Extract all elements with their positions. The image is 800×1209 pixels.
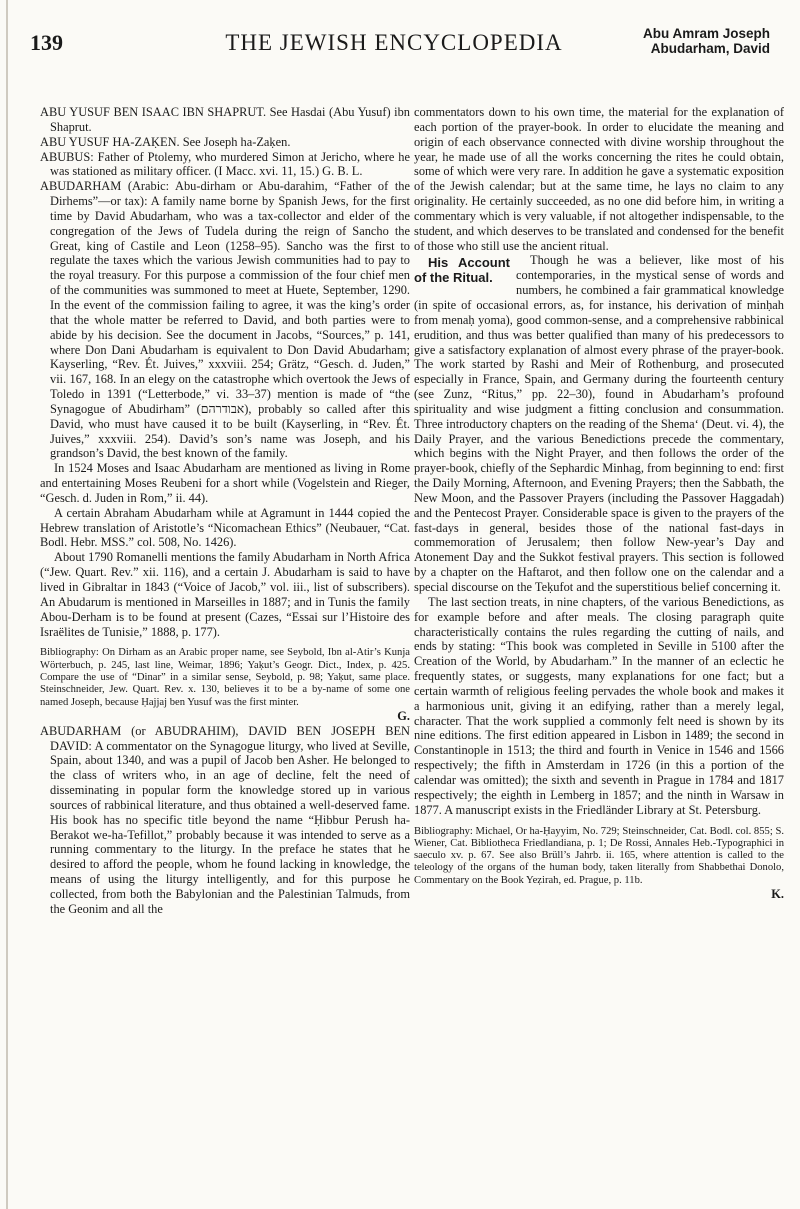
running-head-line1: Abu Amram Joseph [642, 26, 770, 41]
running-head [643, 26, 770, 56]
author-signature: G. [397, 708, 410, 723]
page-edge [6, 0, 8, 1209]
author-signature-k: K. [771, 886, 784, 901]
paragraph-romanelli: About 1790 Romanelli mentions the family Abudarham in North Africa (“Jew. Quart. Rev.” xii. 116), and a certain J. Abudarham is said to have lived in Gibraltar in 1843 (“Voice of Jacob,” vol. iii., list of subscribers). An Abudarum is mentioned in Marseilles in 1887; and in Tunis the family Abou-Derham is to be found at present (Cazes, “Essai sur l’Histoire des Israëlites de Tunisie,” 1888, p. 177). [40, 550, 410, 639]
entry-abudarham: ABUDARHAM (Arabic: Abu-dirham or Abu-darahim, “Father of the Dirhems”—or tax): A family name borne by Spanish Jews, for the first time by David Abudarham, who was a tax-collector and elder of the congregation of the Jews of Tudela during the reign of Sancho the Great, king of Castile and Leon (1258–95). Sancho was the first to regulate the taxes which the various Jewish communities had to pay to the royal treasury. For this purpose a commission of the four chief men of the communities was summoned to meet at Huete, September, 1290. In the event of the commission failing to agree, it was the king’s order that the whole matter be referred to David, and both parties were to abide by his decision. See the document in Jacobs, “Sources,” p. 141, where Don Dani Abudarham is equivalent to Don David Abudarham; Kayserling, “Rev. Ét. Juives,” xxxviii. 254; Grätz, “Gesch. d. Juden,” vii. 167, 168. In an elegy on the catastrophe which overtook the Jews of Toledo in 1391 (“Letterbode,” vi. 33–37) mention is made of “the Synagogue of Abudirham” (אבודרהם), probably so called after this David, who must have caused it to be built (Kayserling, in “Rev. Ét. Juives,” xxxviii. 254). David’s son’s name was Joseph, and his grandson’s David, the best known of the family. [40, 179, 410, 461]
paragraph-abraham: A certain Abraham Abudarham while at Agramunt in 1444 copied the Hebrew translation of Aristotle’s “Nicomachean Ethics” (Neubauer, “Cat. Bodl. Hebr. MSS.” col. 508, No. 1426). [40, 505, 410, 550]
running-head-line2: Abudarham, David [650, 41, 770, 56]
bibliography-abudarham: Bibliography: On Dirham as an Arabic proper name, see Seybold, Ibn al-Atir’s Kunja Wörterbuch, p. 245, last line, Weimar, 1896; Yaḳut’s Geogr. Dict., Index, p. 425. Compare the use of “Dinar” in a similar sense, Seybold, p. 98; Yaḳut, same place. Steinschneider, Jew. Quart. Rev. x. 130, believes it to be a by-name of some one named Joseph, because Ḥajjaj ben Yusuf was the first minter. [40, 647, 410, 708]
paragraph-moses-isaac: In 1524 Moses and Isaac Abudarham are mentioned as living in Rome and entertaining Moses Reubeni for a short while (Vogelstein and Rieger, “Gesch. d. Juden in Rom,” ii. 44). [40, 461, 410, 505]
bibliography-david: Bibliography: Michael, Or ha-Ḥayyim, No. 729; Steinschneider, Cat. Bodl. col. 855; S. Wiener, Cat. Bibliotheca Friedlandiana, p. 1; De Rossi, Annales Heb.-Typographici in saeculo xv. p. 67. See also Brüll’s Jahrb. ii. 165, where attention is called to the teleology of the organs of the human body, taken literally from Shabbethai Donolo, Commentary on the Book Yeẓirah, ed. Prague, p. 11b. [414, 825, 784, 886]
marginal-heading: His Account of the Ritual. [414, 255, 510, 286]
page-title: THE JEWISH ENCYCLOPEDIA [225, 30, 563, 55]
entry-abu-yusuf-ha-zaken: ABU YUSUF HA-ZAḲEN. See Joseph ha-Zaḳen. [40, 134, 291, 149]
page-number: 139 [30, 30, 63, 55]
entry-abubus: ABUBUS: Father of Ptolemy, who murdered Simon at Jericho, where he was stationed as military officer. (I Macc. xvi. 11, 15.) G. B. L. [40, 149, 410, 179]
entry-abu-yusuf-shaprut: ABU YUSUF BEN ISAAC IBN SHAPRUT. See Hasdai (Abu Yusuf) ibn Shaprut. [40, 105, 410, 134]
entry-abudarham-david: ABUDARHAM (or ABUDRAHIM), DAVID BEN JOSEPH BEN DAVID: A commentator on the Synagogue liturgy, who lived at Seville, Spain, about 1340, and was a pupil of Jacob ben Asher. He belonged to the class of writers who, in an age of decline, felt the need of disseminating in popular form the knowledge stored up in various sources of rabbinical literature, and thus obtained a well-deserved fame. His book has no specific title beyond the name “Ḥibbur Perush ha-Berakot we-ha-Tefillot,” probably because it was intended to serve as a running commentary to the liturgy. In the preface he states that he desired to afford the people, whom he found lacking in knowledge, the means of using the liturgy intelligently, and for this purpose he collected, from both the Babylonian and the Palestinian Talmuds, from the Geonim and all the [40, 723, 410, 916]
paragraph-continuation: commentators down to his own time, the material for the explanation of each portion of the prayer-book. In order to elucidate the meaning and origin of each observance connected with divine worship throughout the year, he made use of all the works concerning the rites he could obtain, some of which were very rare. In addition he gave a systematic exposition of the Jewish calendar; but at the same time, he lays no claim to any originality. He certainly succeeded, as no one did before him, in writing a commentary which is very valuable, if not altogether indispensable, to the student, and which deserves to be translated and condensed for the benefit of those who still use the ancient ritual. [414, 105, 784, 253]
paragraph-account-of-ritual [414, 253, 784, 594]
paragraph-text: Though he was a believer, like most of his contemporaries, in the mystical sense of words and numbers, he combined a fair grammatical knowledge (in spite of occasional errors, as, for instance, his derivation of minḥah from menaḥ yoma), good common-sense, and a comprehensive rabbinical erudition, and thus was better qualified than many of his predecessors to give a satisfactory explanation of almost every phrase of the prayer-book. The work started by Rashi and Meir of Rothenburg, and prosecuted especially in France, Spain, and Germany during the fourteenth century (see Zunz, “Ritus,” pp. 22–30), found in Abudarham’s profound spirituality and wise judgment a fitting conclusion and consummation. Three introductory chapters on the reading of the Shema‘ (Deut. vi. 4), the Daily Prayer, and the various Benedictions precede the commentary, which begins with the Night Prayer, and then follows the order of the prayer-book, chiefly of the Sephardic Minhag, from beginning to end: first the Daily Morning, Afternoon, and Evening Prayers; then the Sabbath, the New Moon, and the Passover Prayers (including the Passover Haggadah) and the Pentecost Prayer. Considerable space is given to the prayers of the fast-days in general, besides those of the national fast-days in commemoration of Jerusalem; then follow New-year’s Day and Atonement Day and the Sukkot festival prayers. This section is followed by a chapter on the Haftarot, and then follow one on the calendar and a special discourse on the Teḳufot and the superstitious belief concerning it. [414, 253, 784, 594]
right-column [414, 105, 784, 902]
page-header [18, 0, 770, 92]
paragraph-last-section: The last section treats, in nine chapters, of the various Benedictions, as for example before and after meals. The closing paragraph quite characteristically contains the rules regarding the cutting of nails, and ends by stating: “This book was completed in Seville in 5100 after the Creation of the World, by Abudarham.” In the manner of an eclectic he frequently states, or suggests, many explanations for one fact; but a certain warmth of religious feeling pervades the whole book and makes it a harmonious unit, giving it an edifying, rather than a merely legal, character. That the work supplied a commonly felt need is shown by its nine editions. The first edition appeared in Lisbon in 1489; the second in Constantinople in 1513; the third and fourth in Venice in 1546 and 1566 respectively; the fifth in Amsterdam in 1726 (in this a portion of the calendar was omitted); the sixth and seventh in Prague in 1784 and 1817 respectively; the eighth in Lemberg in 1857; and the ninth in Warsaw in 1877. A manuscript exists in the Friedländer Library at St. Petersburg. [414, 594, 784, 817]
left-column [40, 105, 410, 917]
